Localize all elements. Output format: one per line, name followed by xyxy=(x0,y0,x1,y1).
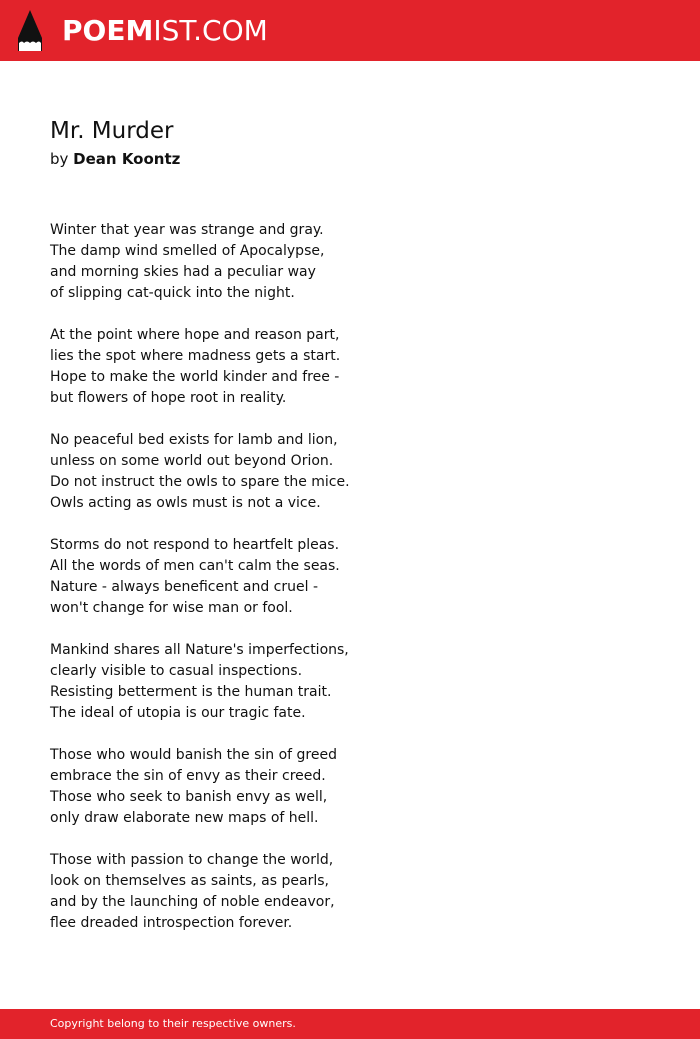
poem-line: embrace the sin of envy as their creed. xyxy=(50,768,326,784)
poem-line: Resisting betterment is the human trait. xyxy=(50,684,332,700)
poem-title: Mr. Murder xyxy=(50,118,174,144)
author-name: Dean Koontz xyxy=(73,150,181,168)
poem-line: and by the launching of noble endeavor, xyxy=(50,894,335,910)
poem-line: Those with passion to change the world, xyxy=(50,852,334,868)
poem-line: Nature - always beneficent and cruel - xyxy=(50,579,319,595)
stanza xyxy=(50,745,650,829)
poem-line: Owls acting as owls must is not a vice. xyxy=(50,495,321,511)
poem-line: clearly visible to casual inspections. xyxy=(50,663,303,679)
logo-text-light: IST.COM xyxy=(153,14,268,47)
poem-line: At the point where hope and reason part, xyxy=(50,327,340,343)
byline-prefix: by xyxy=(50,150,74,168)
site-logo[interactable] xyxy=(62,14,268,48)
site-header xyxy=(0,0,700,61)
stanza xyxy=(50,430,650,514)
pencil-icon[interactable] xyxy=(18,10,42,51)
poem-line: lies the spot where madness gets a start. xyxy=(50,348,341,364)
poem-line: No peaceful bed exists for lamb and lion, xyxy=(50,432,338,448)
poem-line: Do not instruct the owls to spare the mice. xyxy=(50,474,350,490)
poem-line: only draw elaborate new maps of hell. xyxy=(50,810,319,826)
poem-line: look on themselves as saints, as pearls, xyxy=(50,873,329,889)
poem-body xyxy=(50,220,650,934)
poem-line: but flowers of hope root in reality. xyxy=(50,390,287,406)
poem-line: Hope to make the world kinder and free - xyxy=(50,369,340,385)
poem-line: won't change for wise man or fool. xyxy=(50,600,293,616)
stanza xyxy=(50,850,650,934)
poem-line: All the words of men can't calm the seas. xyxy=(50,558,340,574)
stanza xyxy=(50,640,650,724)
poem-line: Those who seek to banish envy as well, xyxy=(50,789,328,805)
poem-line: Mankind shares all Nature's imperfections, xyxy=(50,642,349,658)
poem-line: unless on some world out beyond Orion. xyxy=(50,453,334,469)
copyright-notice: Copyright belong to their respective owners. xyxy=(50,1017,296,1030)
byline xyxy=(50,148,650,170)
stanza xyxy=(50,535,650,619)
logo-text-bold: POEM xyxy=(62,14,154,47)
poem-line: The damp wind smelled of Apocalypse, xyxy=(50,243,325,259)
poem-line: and morning skies had a peculiar way xyxy=(50,264,316,280)
poem-line: Those who would banish the sin of greed xyxy=(50,747,337,763)
poem-line: The ideal of utopia is our tragic fate. xyxy=(50,705,306,721)
poem-line: of slipping cat-quick into the night. xyxy=(50,285,295,301)
site-footer xyxy=(0,1009,700,1039)
poem-line: Storms do not respond to heartfelt pleas. xyxy=(50,537,340,553)
stanza xyxy=(50,220,650,304)
stanza xyxy=(50,325,650,409)
poem-content xyxy=(50,114,650,955)
poem-line: flee dreaded introspection forever. xyxy=(50,915,293,931)
poem-line: Winter that year was strange and gray. xyxy=(50,222,324,238)
